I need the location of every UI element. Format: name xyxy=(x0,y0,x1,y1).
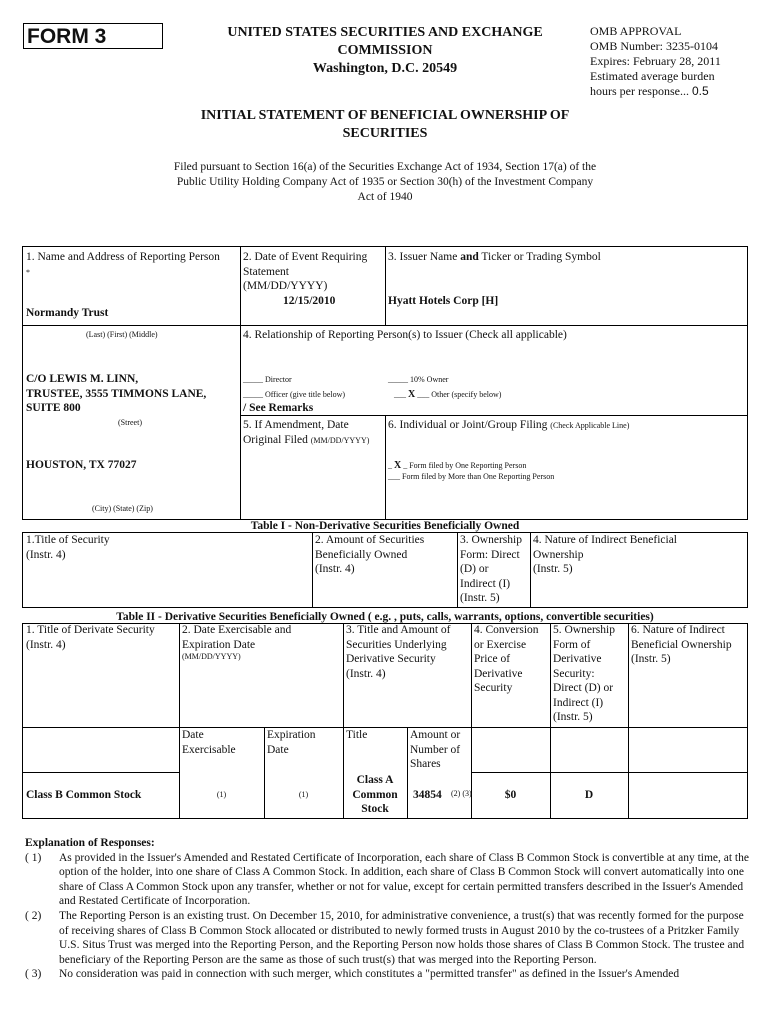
omb-approval-block xyxy=(590,24,760,99)
explanation-of-responses xyxy=(25,836,750,982)
t2c1-2: (Instr. 4) xyxy=(26,638,66,651)
other-post: ___ Other (specify below) xyxy=(415,390,502,399)
table1-col4-header xyxy=(533,533,677,577)
footnote-number: ( 3) xyxy=(25,968,42,981)
footnote-text: As provided in the Issuer's Amended and Restated Certificate of Incorporation, each share of Class B Common Stock is convertible at any time, at the option of the holder, into one share of Class A Common Stock. In addition, each share of Class B Common Stock will convert automatically into one share of Class A Common Stock upon any transfer, whether or not for value, except for certain permitted transfers described in the Issuer's Amended and Restated Certificate of Incorporation. xyxy=(59,851,749,908)
ownership-form: D xyxy=(584,789,594,801)
explanation-heading: Explanation of Responses: xyxy=(25,837,155,849)
other-checkbox[interactable] xyxy=(394,390,501,400)
table1-col2-header xyxy=(315,533,424,577)
table2-col1-header xyxy=(26,623,155,652)
opt1-pre: _ xyxy=(388,461,394,470)
omb-hours-label: hours per response... xyxy=(590,84,689,98)
agency-name: UNITED STATES SECURITIES AND EXCHANGE COMMISSION xyxy=(227,25,543,58)
box2-label-2: Statement xyxy=(243,265,289,278)
table1-col3-header xyxy=(460,533,522,606)
t1c2-3: (Instr. 4) xyxy=(315,563,355,575)
subheader-title: Title xyxy=(346,729,368,741)
footnote-item xyxy=(25,909,750,967)
t2c5-1: 5. Ownership xyxy=(553,624,615,636)
t1c3-2: Form: Direct xyxy=(460,548,520,561)
reporting-person-name: Normandy Trust xyxy=(26,307,109,319)
ten-percent-owner-checkbox[interactable]: _____ 10% Owner xyxy=(388,375,449,384)
t2c1-1: 1. Title of Derivate Security xyxy=(26,624,155,636)
t1c3-1: 3. Ownership xyxy=(460,534,522,546)
footnote-text: No consideration was paid in connection with such merger, which constitutes a "permitted transfer" as defined in the Issuer's Amended xyxy=(59,968,680,981)
agency-city: Washington, D.C. 20549 xyxy=(312,61,458,76)
name-sublabel: (Last) (First) (Middle) xyxy=(86,330,158,339)
t2c3-2: Securities Underlying xyxy=(346,638,447,651)
box5-label-2: Original Filed xyxy=(243,433,308,446)
omb-burden: Estimated average burden xyxy=(590,69,715,83)
table-row-security: Class B Common Stock xyxy=(26,789,142,801)
city-state-zip: HOUSTON, TX 77027 xyxy=(26,459,137,471)
footnote-number: ( 1) xyxy=(25,851,42,864)
opt1-post: _ Form filed by One Reporting Person xyxy=(401,461,527,470)
box2-label-3: (MM/DD/YYYY) xyxy=(243,280,328,292)
sub-date-ex-1: Date xyxy=(182,729,204,741)
opt1-mark: X xyxy=(394,460,402,471)
t2c5-2: Form of xyxy=(553,638,591,651)
box3-label xyxy=(388,250,746,265)
subheader-date-exercisable xyxy=(182,728,236,757)
form-number-box xyxy=(23,23,163,49)
footnote-item xyxy=(25,967,750,982)
box3-label-post: Ticker or Trading Symbol xyxy=(478,251,601,263)
underlying-title xyxy=(343,773,407,817)
t1c3-4: Indirect (I) xyxy=(460,577,511,590)
footnote-number: ( 2) xyxy=(25,909,42,922)
omb-expires: Expires: February 28, 2011 xyxy=(590,54,721,68)
box6-label xyxy=(388,418,746,433)
t2c4-3: Price of xyxy=(474,653,511,665)
sub-exp-2: Date xyxy=(267,743,289,756)
table2-col2-header xyxy=(182,623,291,662)
box5-label-fmt: (MM/DD/YYYY) xyxy=(310,435,370,445)
t2c2-2: Expiration Date xyxy=(182,638,256,651)
box6-label-text: 6. Individual or Joint/Group Filing xyxy=(388,419,548,431)
sub-amt-3: Shares xyxy=(410,758,441,770)
t2c5-5: Direct (D) or xyxy=(553,682,614,694)
box1-label xyxy=(26,250,240,279)
t2c4-5: Security xyxy=(474,682,513,694)
sub-amt-1: Amount or xyxy=(410,729,461,741)
event-date: 12/15/2010 xyxy=(283,295,336,307)
agency-header xyxy=(200,24,570,78)
t1c3-3: (D) or xyxy=(460,563,489,575)
t2c3-1: 3. Title and Amount of xyxy=(346,624,451,636)
t1c4-2: Ownership xyxy=(533,548,584,561)
t2c4-2: or Exercise xyxy=(474,638,527,651)
footnote-text: The Reporting Person is an existing trust. On December 15, 2010, for administrative convenience, a trust(s) that was recently formed for the purpose of receiving shares of Class B Common Stock allocated or distributed to newly formed trusts in August 2010 by the co-trustees of a Pritzker Family U.S. Situs Trust was merged into the Reporting Person, and the Reporting Person now holds those shares of Class B Common Stock. The trustee and beneficiary of the Reporting Person are the same as those of such trust(s) that was merged into the Reporting Person. xyxy=(59,909,745,966)
omb-number: OMB Number: 3235-0104 xyxy=(590,39,718,53)
t1c4-1: 4. Nature of Indirect Beneficial xyxy=(533,534,678,546)
other-pre: ___ xyxy=(394,390,408,399)
one-person-filing-option[interactable] xyxy=(388,461,526,471)
street-address xyxy=(26,372,240,416)
omb-hours xyxy=(590,84,760,99)
table1-title: Table I - Non-Derivative Securities Beneficially Owned xyxy=(250,520,520,532)
expiration-footnote: (1) xyxy=(298,790,309,799)
table2-col3-header xyxy=(346,623,450,681)
city-sublabel: (City) (State) (Zip) xyxy=(92,504,153,513)
t2c5-7: (Instr. 5) xyxy=(553,711,593,723)
box3-label-and: and xyxy=(460,251,479,263)
t2c6-3: (Instr. 5) xyxy=(631,653,671,665)
sub-exp-1: Expiration xyxy=(267,729,316,741)
box1-star: * xyxy=(26,267,30,277)
t1c2-1: 2. Amount of Securities xyxy=(315,534,425,546)
box6-label-sub: (Check Applicable Line) xyxy=(550,421,630,430)
box4-label: 4. Relationship of Reporting Person(s) to Issuer (Check all applicable) xyxy=(243,329,567,341)
t2c3-3: Derivative Security xyxy=(346,653,436,665)
box2-label xyxy=(243,250,385,294)
other-mark: X xyxy=(408,389,416,400)
subheader-amount xyxy=(410,728,460,772)
t1c1-1: 1.Title of Security xyxy=(26,534,110,546)
subheader-expiration-date xyxy=(267,728,316,757)
street-sublabel: (Street) xyxy=(118,418,142,427)
table2-col6-header xyxy=(631,623,732,667)
director-checkbox[interactable]: _____ Director xyxy=(243,375,292,384)
table1-col1-header xyxy=(26,533,110,562)
box1-label-text: 1. Name and Address of Reporting Person xyxy=(26,251,220,263)
sub-date-ex-2: Exercisable xyxy=(182,743,236,756)
street-line-1: C/O LEWIS M. LINN, xyxy=(26,373,139,385)
t1c2-2: Beneficially Owned xyxy=(315,548,408,561)
omb-approval: OMB APPROVAL xyxy=(590,24,682,38)
filed-pursuant-text: Filed pursuant to Section 16(a) of the Securities Exchange Act of 1934, Section 17(a) of the Public Utility Holding Company Act of 1935 or Section 30(h) of the Investment Company Act of 1940 xyxy=(173,161,597,203)
t1c4-3: (Instr. 5) xyxy=(533,563,573,575)
conversion-price: $0 xyxy=(504,789,517,801)
box5-label-1: 5. If Amendment, Date xyxy=(243,419,349,431)
form-label: FORM 3 xyxy=(27,25,107,48)
omb-hours-value: 0.5 xyxy=(691,84,709,98)
underlying-2: Common xyxy=(352,788,398,801)
table2-title: Table II - Derivative Securities Beneficially Owned ( e.g. , puts, calls, warrants, options, convertible securities) xyxy=(116,611,654,623)
t1c1-2: (Instr. 4) xyxy=(26,548,66,561)
table2-col4-header xyxy=(474,623,539,696)
t2c4-4: Derivative xyxy=(474,667,523,680)
box5-label xyxy=(243,418,385,447)
t2c6-1: 6. Nature of Indirect xyxy=(631,624,725,636)
t2c5-3: Derivative xyxy=(553,653,602,665)
underlying-amount: 34854 xyxy=(413,789,442,801)
footnote-item xyxy=(25,851,750,909)
street-line-2: TRUSTEE, 3555 TIMMONS LANE, xyxy=(26,387,207,400)
table2-col5-header xyxy=(553,623,615,725)
amount-footnote: (2) (3) xyxy=(451,789,472,798)
officer-checkbox[interactable]: _____ Officer (give title below) xyxy=(243,390,346,399)
sub-amt-2: Number of xyxy=(410,743,461,756)
t2c4-1: 4. Conversion xyxy=(474,624,539,636)
t2c2-3: (MM/DD/YYYY) xyxy=(182,652,241,661)
issuer-name: Hyatt Hotels Corp [H] xyxy=(388,295,499,307)
box2-label-1: 2. Date of Event Requiring xyxy=(243,251,368,263)
street-line-3: SUITE 800 xyxy=(26,402,81,414)
see-remarks: / See Remarks xyxy=(243,402,314,414)
t2c5-4: Security: xyxy=(553,667,595,680)
date-exercisable-footnote: (1) xyxy=(216,790,227,799)
t2c5-6: Indirect (I) xyxy=(553,696,604,709)
t2c6-2: Beneficial Ownership xyxy=(631,638,732,651)
multi-person-filing-option[interactable]: ___ Form filed by More than One Reporting Person xyxy=(388,472,555,481)
t1c3-5: (Instr. 5) xyxy=(460,592,500,604)
form-title: INITIAL STATEMENT OF BENEFICIAL OWNERSHIP OF SECURITIES xyxy=(200,108,570,141)
t2c2-1: 2. Date Exercisable and xyxy=(182,624,292,636)
t2c3-4: (Instr. 4) xyxy=(346,667,386,680)
underlying-1: Class A xyxy=(356,774,394,786)
underlying-3: Stock xyxy=(361,803,389,815)
box3-label-pre: 3. Issuer Name xyxy=(388,251,461,263)
